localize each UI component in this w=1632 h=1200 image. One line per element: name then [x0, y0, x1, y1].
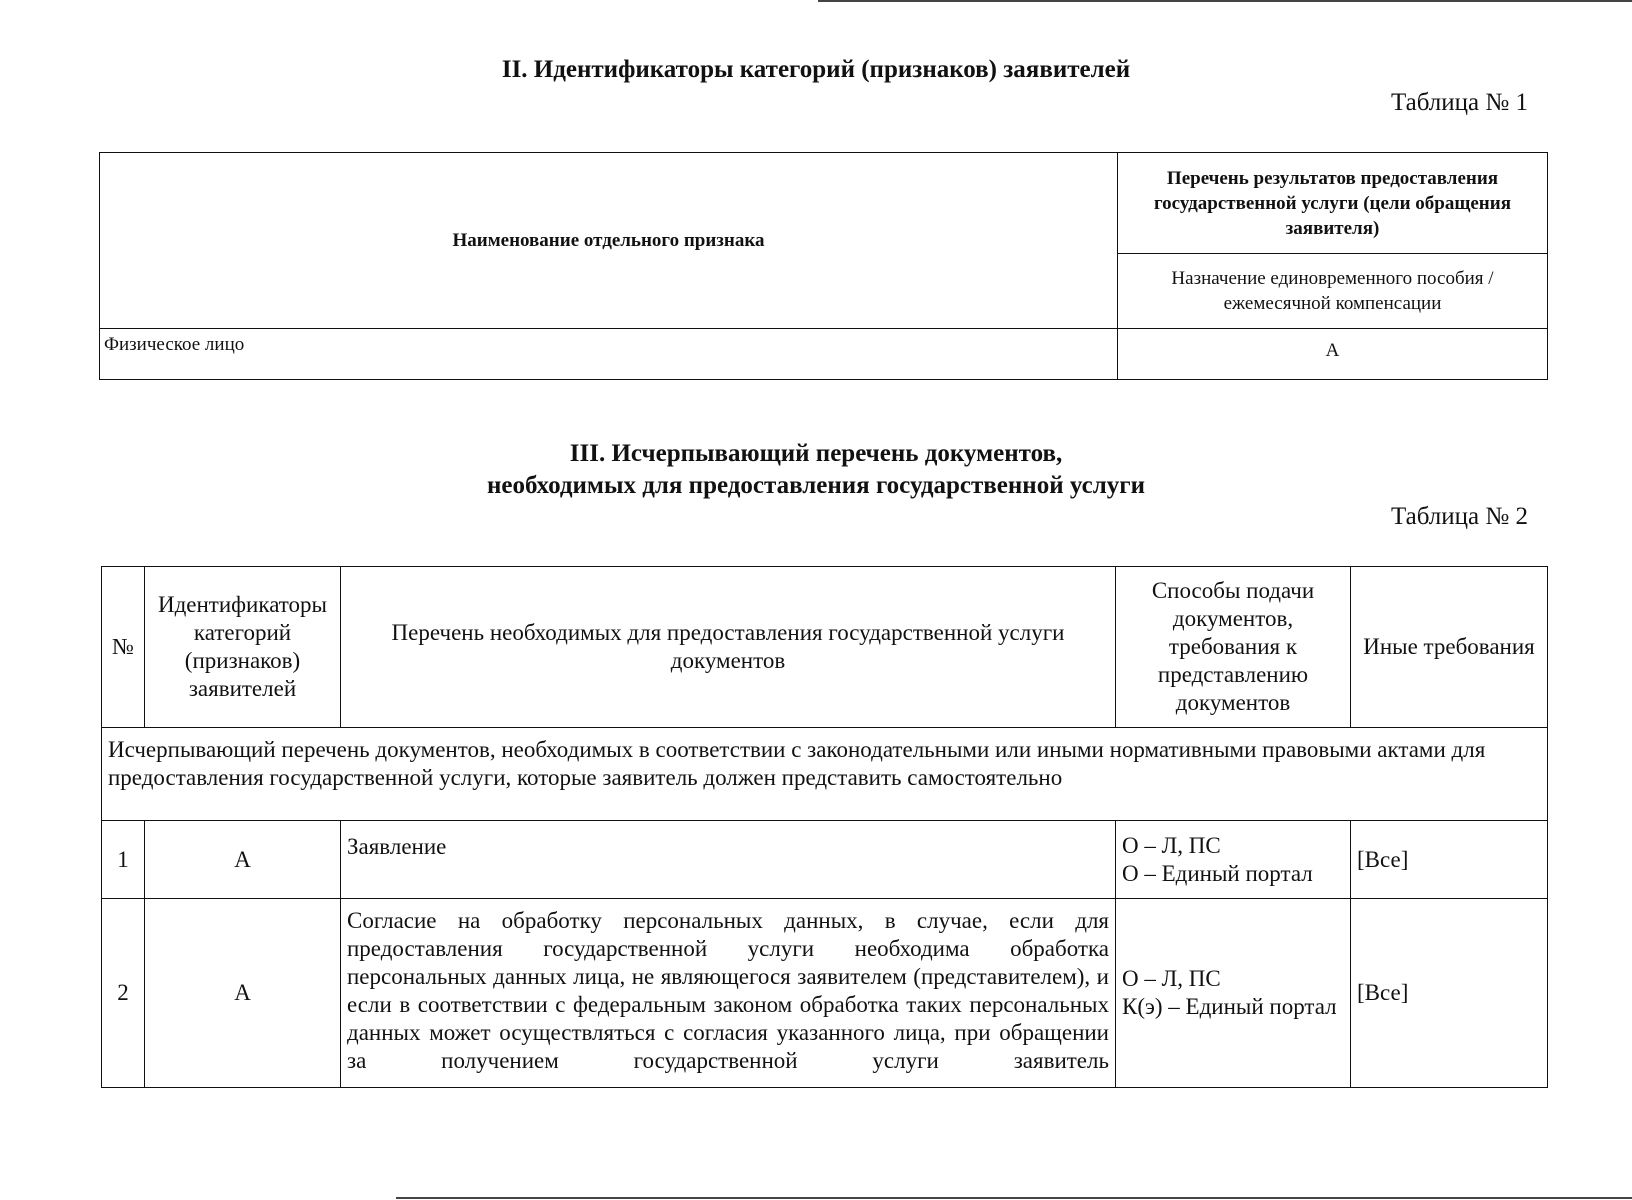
- header-number: №: [102, 567, 145, 728]
- applicant-categories-table: [99, 152, 1548, 380]
- row-category: А: [145, 899, 341, 1088]
- row-other-requirements: [Все]: [1351, 821, 1548, 899]
- section-3-title-line2: необходимых для предоставления государственной услуги: [487, 472, 1145, 499]
- table-2-label: Таблица № 2: [1390, 503, 1528, 530]
- group-row: [102, 728, 1548, 821]
- header-documents: Перечень необходимых для предоставления государственной услуги документов: [341, 567, 1116, 728]
- attribute-value: А: [1118, 329, 1548, 380]
- method-line: О – Л, ПС: [1122, 832, 1221, 858]
- header-methods: Способы подачи документов, требования к представлению документов: [1116, 567, 1351, 728]
- section-3-title-line1: III. Исчерпывающий перечень документов,: [569, 440, 1063, 467]
- method-line: К(э) – Единый портал: [1122, 994, 1337, 1019]
- table-header-row: [102, 567, 1548, 728]
- header-attribute-name: Наименование отдельного признака: [100, 153, 1118, 329]
- row-number: 1: [102, 821, 145, 899]
- method-line: О – Единый портал: [1122, 860, 1313, 886]
- row-document: Согласие на обработку персональных данных, в случае, если для предоставления государственной услуги необходима обработка персональных данных лица, не являющегося заявителем (представителем), и если в соответствии с федеральным законом обработка таких персональных данных может осуществляться с согласия указанного лица, при обращении за получением государственной услуги заявитель: [341, 899, 1116, 1088]
- header-other-requirements: Иные требования: [1351, 567, 1548, 728]
- row-methods: [1116, 821, 1351, 899]
- attribute-label: Физическое лицо: [100, 329, 1118, 380]
- row-document: Заявление: [341, 821, 1116, 899]
- group-row-text: Исчерпывающий перечень документов, необходимых в соответствии с законодательными или иными нормативными правовыми актами для предоставления государственной услуги, которые заявитель должен представить самостоятельно: [102, 728, 1548, 821]
- table-row: [100, 329, 1548, 380]
- method-line: О – Л, ПС: [1122, 966, 1221, 991]
- documents-table: [101, 566, 1548, 1088]
- row-methods: [1116, 899, 1351, 1088]
- header-categories: Идентификаторы категорий (признаков) заявителей: [145, 567, 341, 728]
- scan-edge-bottom: [396, 1197, 1632, 1199]
- row-number: 2: [102, 899, 145, 1088]
- table-row: [102, 899, 1548, 1088]
- row-other-requirements: [Все]: [1351, 899, 1548, 1088]
- table-row: [102, 821, 1548, 899]
- header-service-results: Перечень результатов предоставления государственной услуги (цели обращения заявителя): [1118, 153, 1548, 254]
- row-category: А: [145, 821, 341, 899]
- section-2-title: II. Идентификаторы категорий (признаков) заявителей: [501, 56, 1131, 83]
- table-1-label: Таблица № 1: [1390, 89, 1528, 116]
- header-result-purpose: Назначение единовременного пособия / ежемесячной компенсации: [1118, 254, 1548, 329]
- scan-edge-top: [818, 0, 1632, 2]
